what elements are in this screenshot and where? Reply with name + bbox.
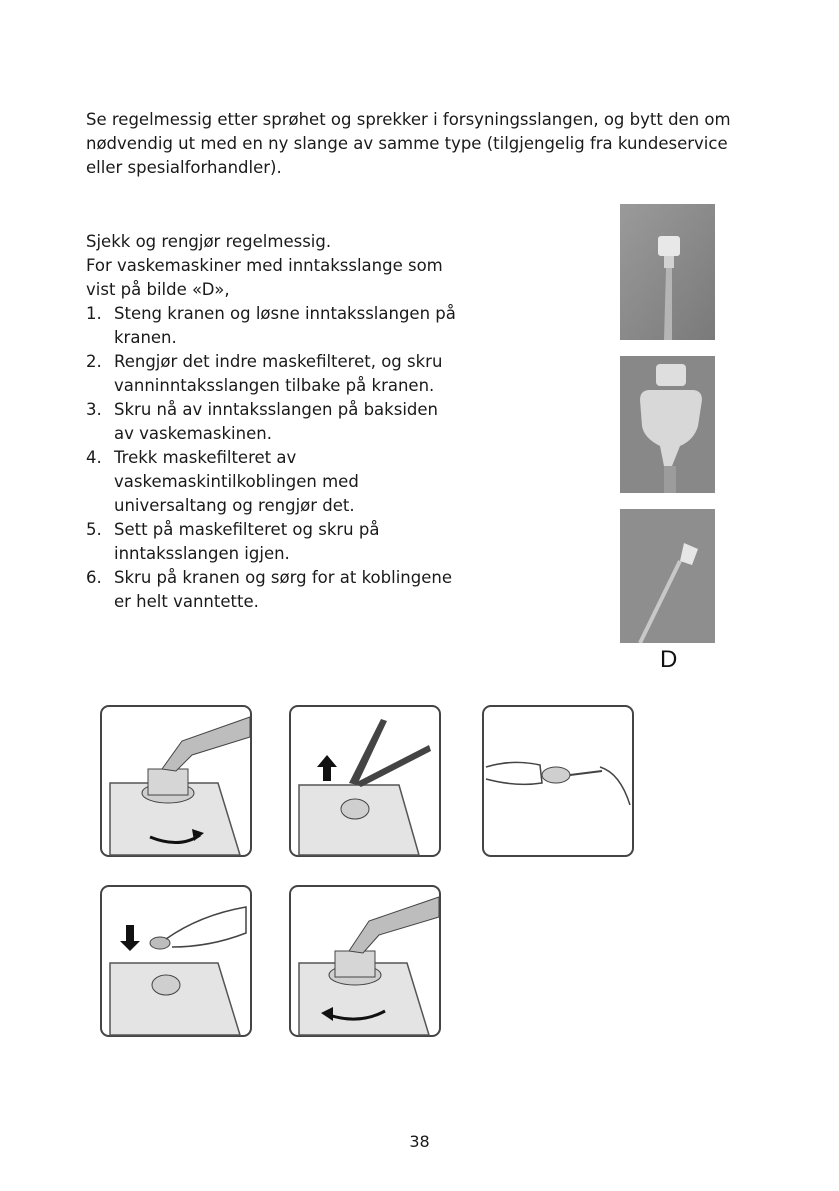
- insert-filter-illustration-icon: [100, 885, 252, 1037]
- page-number: 38: [409, 1132, 430, 1151]
- intro-paragraph: Se regelmessig etter sprøhet og sprekker i forsyningsslangen, og bytt den om nødvendig ut med en ny slange av samme type (tilgjengelig fra kundeservice eller spesialforhandler).: [86, 110, 731, 177]
- steps-list: [86, 302, 456, 614]
- illustration-clean-filter-brush: [482, 705, 634, 857]
- filter-housing-photo-icon: [620, 356, 715, 493]
- filter-cleaning-instructions: [86, 230, 456, 614]
- step-item: [86, 446, 456, 518]
- step-text: Steng kranen og løsne inntaksslangen på kranen.: [114, 304, 456, 347]
- illustration-reattach-hose: [289, 885, 441, 1037]
- filter-intro-line: Sjekk og rengjør regelmessig.: [86, 232, 332, 251]
- step-text: Skru på kranen og sørg for at koblingene er helt vanntette.: [114, 568, 452, 611]
- step-item: [86, 398, 456, 446]
- filter-intro-note: For vaskemaskiner med inntaksslange som vist på bilde «D»,: [86, 256, 443, 299]
- step-item: [86, 350, 456, 398]
- photo-label-d: D: [660, 646, 678, 673]
- step-number: 5.: [86, 520, 102, 539]
- step-number: 4.: [86, 448, 102, 467]
- brush-cleaning-illustration-icon: [482, 705, 634, 857]
- hose-connector-photo-icon: [620, 204, 715, 340]
- step-text: Sett på maskefilteret og skru på inntaksslangen igjen.: [114, 520, 380, 563]
- unscrew-hose-illustration-icon: [100, 705, 252, 857]
- illustration-insert-filter: [100, 885, 252, 1037]
- step-number: 1.: [86, 304, 102, 323]
- photo-hose-tap-connector: [620, 204, 715, 340]
- step-number: 2.: [86, 352, 102, 371]
- reattach-hose-illustration-icon: [289, 885, 441, 1037]
- step-item: [86, 518, 456, 566]
- step-item: [86, 566, 456, 614]
- step-text: Trekk maskefilteret av vaskemaskintilkoblingen med universaltang og rengjør det.: [114, 448, 359, 515]
- step-text: Rengjør det indre maskefilteret, og skru vanninntaksslangen tilbake på kranen.: [114, 352, 443, 395]
- photo-wire-filter: [620, 509, 715, 643]
- step-item: [86, 302, 456, 350]
- pliers-illustration-icon: [289, 705, 441, 857]
- step-number: 6.: [86, 568, 102, 587]
- photo-filter-housing: [620, 356, 715, 493]
- wire-filter-photo-icon: [620, 509, 715, 643]
- step-number: 3.: [86, 400, 102, 419]
- step-text: Skru nå av inntaksslangen på baksiden av vaskemaskinen.: [114, 400, 438, 443]
- illustration-unscrew-hose: [100, 705, 252, 857]
- illustration-pliers-remove-filter: [289, 705, 441, 857]
